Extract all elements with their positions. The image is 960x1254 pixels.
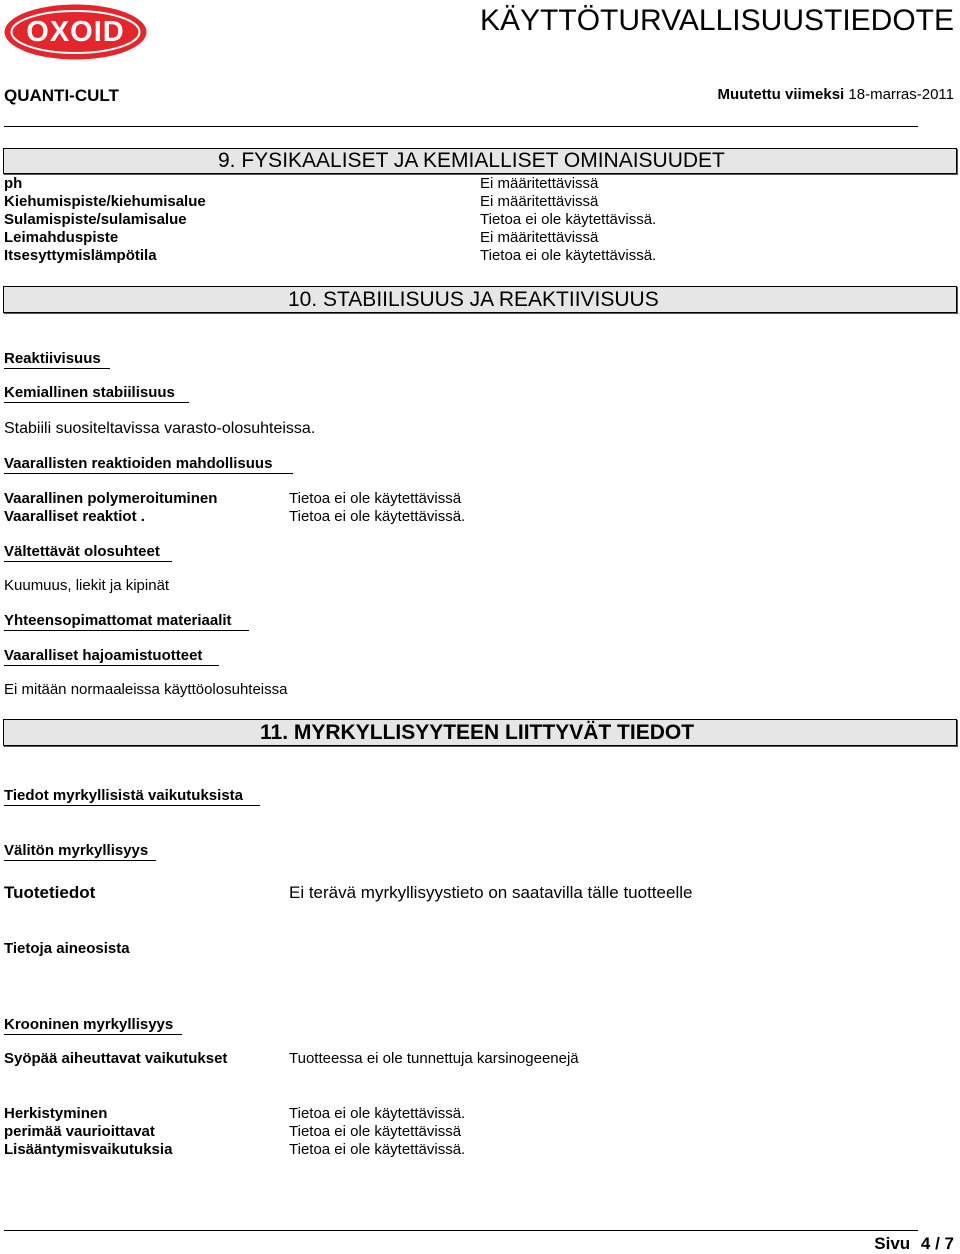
tox-effects-heading: Tiedot myrkyllisistä vaikutuksista: [4, 787, 243, 804]
value-boiling: Ei määritettävissä: [480, 193, 599, 210]
chronic-underline: [4, 1034, 182, 1035]
page-number: [874, 1234, 954, 1254]
label-polymerization: Vaarallinen polymeroituminen: [4, 490, 218, 507]
acute-underline: [4, 860, 156, 861]
acute-heading: Välitön myrkyllisyys: [4, 842, 149, 859]
stability-text: Stabiili suositeltavissa varasto-olosuhteissa.: [4, 420, 316, 437]
reactivity-heading: Reaktiivisuus: [4, 350, 101, 367]
page-label: Sivu: [874, 1234, 911, 1253]
hazard-values: [289, 490, 465, 526]
revised-date: 18-marras-2011: [848, 86, 954, 103]
decomposition-text: Ei mitään normaaleissa käyttöolosuhteissa: [4, 681, 288, 698]
other-tox-values: [289, 1105, 465, 1159]
section-11-box: [3, 719, 957, 746]
logo-text: OXOID: [26, 16, 125, 48]
value-hazardous-reactions: Tietoa ei ole käytettävissä.: [289, 508, 466, 525]
conditions-heading: Vältettävät olosuhteet: [4, 543, 160, 560]
value-flash: Ei määritettävissä: [480, 229, 599, 246]
label-mutagenic: perimää vaurioittavat: [4, 1123, 155, 1140]
component-info-heading: Tietoja aineosista: [4, 940, 130, 957]
decomposition-underline: [4, 665, 219, 666]
chronic-heading: Krooninen myrkyllisyys: [4, 1016, 174, 1033]
header-rule: [4, 126, 918, 127]
other-tox-labels: [4, 1105, 172, 1159]
conditions-underline: [4, 561, 172, 562]
section-11-title: 11. MYRKYLLISYYTEEN LIITTYVÄT TIEDOT: [260, 721, 695, 744]
label-sensitization: Herkistyminen: [4, 1105, 108, 1122]
oxoid-logo: [4, 4, 147, 60]
value-autoignition: Tietoa ei ole käytettävissä.: [480, 247, 657, 264]
label-hazardous-reactions: Vaaralliset reaktiot .: [4, 508, 145, 525]
hazardous-reactions-underline: [4, 473, 293, 474]
value-melting: Tietoa ei ole käytettävissä.: [480, 211, 657, 228]
decomposition-heading: Vaaralliset hajoamistuotteet: [4, 647, 203, 664]
section-10-title: 10. STABIILISUUS JA REAKTIIVISUUS: [288, 288, 659, 311]
conditions-text: Kuumuus, liekit ja kipinät: [4, 577, 170, 594]
product-info-value: Ei terävä myrkyllisyystieto on saatavilla tälle tuotteelle: [289, 883, 693, 902]
revised-line: [718, 86, 954, 104]
label-reproductive: Lisääntymisvaikutuksia: [4, 1141, 173, 1158]
footer-rule: [4, 1230, 918, 1231]
value-ph: Ei määritettävissä: [480, 175, 599, 192]
product-info-label: Tuotetiedot: [4, 883, 96, 902]
value-reproductive: Tietoa ei ole käytettävissä.: [289, 1141, 466, 1158]
carcinogenic-value: Tuotteessa ei ole tunnettuja karsinogeenejä: [289, 1050, 579, 1067]
chemical-stability-underline: [4, 402, 189, 403]
label-melting: Sulamispiste/sulamisalue: [4, 211, 187, 228]
label-boiling: Kiehumispiste/kiehumisalue: [4, 193, 206, 210]
revised-label: Muutettu viimeksi: [717, 86, 845, 103]
reactivity-underline: [4, 368, 110, 369]
label-ph: ph: [4, 175, 23, 192]
value-sensitization: Tietoa ei ole käytettävissä.: [289, 1105, 466, 1122]
product-name: QUANTI-CULT: [4, 86, 119, 105]
label-autoignition: Itsesyttymislämpötila: [4, 247, 157, 264]
section-9-values: [480, 175, 656, 265]
tox-effects-underline: [4, 805, 260, 806]
section-9-box: [3, 148, 957, 174]
section-9-labels: [4, 175, 206, 265]
value-polymerization: Tietoa ei ole käytettävissä: [289, 490, 462, 507]
hazardous-reactions-heading: Vaarallisten reaktioiden mahdollisuus: [4, 455, 273, 472]
hazard-labels: [4, 490, 217, 526]
incompatible-underline: [4, 630, 249, 631]
chemical-stability-heading: Kemiallinen stabiilisuus: [4, 384, 175, 401]
label-flash: Leimahduspiste: [4, 229, 119, 246]
incompatible-heading: Yhteensopimattomat materiaalit: [4, 612, 232, 629]
value-mutagenic: Tietoa ei ole käytettävissä: [289, 1123, 462, 1140]
page-num: 4 / 7: [920, 1234, 954, 1253]
section-9-title: 9. FYSIKAALISET JA KEMIALLISET OMINAISUUDET: [218, 149, 725, 172]
doc-title: KÄYTTÖTURVALLISUUSTIEDOTE: [480, 4, 954, 37]
carcinogenic-label: Syöpää aiheuttavat vaikutukset: [4, 1050, 228, 1067]
section-10-box: [3, 286, 957, 313]
